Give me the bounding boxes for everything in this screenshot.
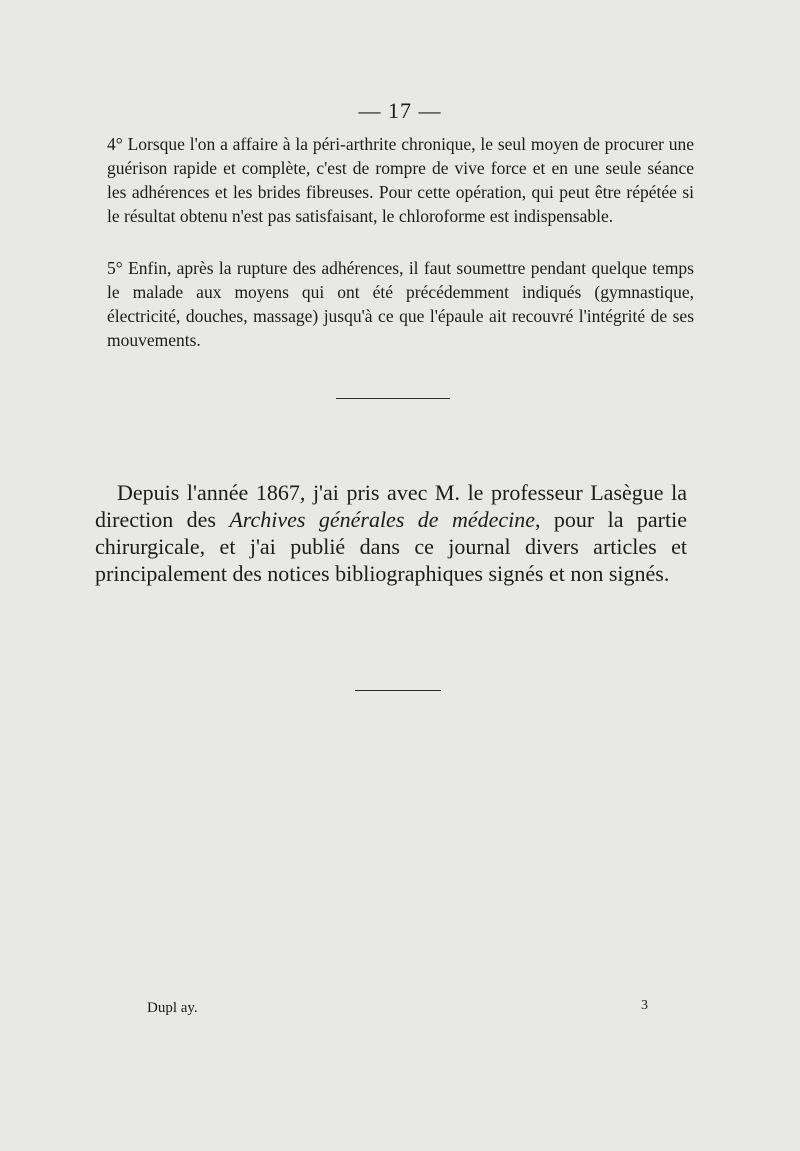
biography-text-part-2: , pour la partie chirurgicale, et j'ai publié dans ce journal divers articles et principalement des notices bibliographiques signés et non signés. (95, 507, 687, 586)
page-number: — 17 — (358, 98, 442, 123)
paragraph-5-block (107, 256, 694, 352)
journal-title: Archives générales de médecine (229, 507, 535, 532)
paragraph-4-block (107, 132, 694, 228)
signature-mark: Dupl ay. (147, 1000, 198, 1016)
paragraph-5: 5° Enfin, après la rupture des adhérences, il faut soumettre pendant quelque temps le malade aux moyens qui ont été précédemment indiqués (gymnastique, électricité, douches, massage) jusqu'à ce que l'épaule ait recouvré l'intégrité de ses mouvements. (107, 258, 694, 350)
biography-text-part-1: Depuis l'année 1867, j'ai pris avec M. le professeur Lasègue la direction des (95, 480, 687, 532)
biography-paragraph-block (95, 479, 687, 587)
section-divider-top (336, 398, 450, 399)
section-divider-bottom (355, 690, 441, 691)
sheet-number: 3 (641, 998, 648, 1013)
biography-paragraph (95, 479, 687, 587)
paragraph-4: 4° Lorsque l'on a affaire à la péri-arthrite chronique, le seul moyen de procurer une guérison rapide et complète, c'est de rompre de vive force et en une seule séance les adhérences et les brides fibreuses. Pour cette opération, qui peut être répétée si le résultat obtenu n'est pas satisfaisant, le chloroforme est indispensable. (107, 134, 694, 226)
